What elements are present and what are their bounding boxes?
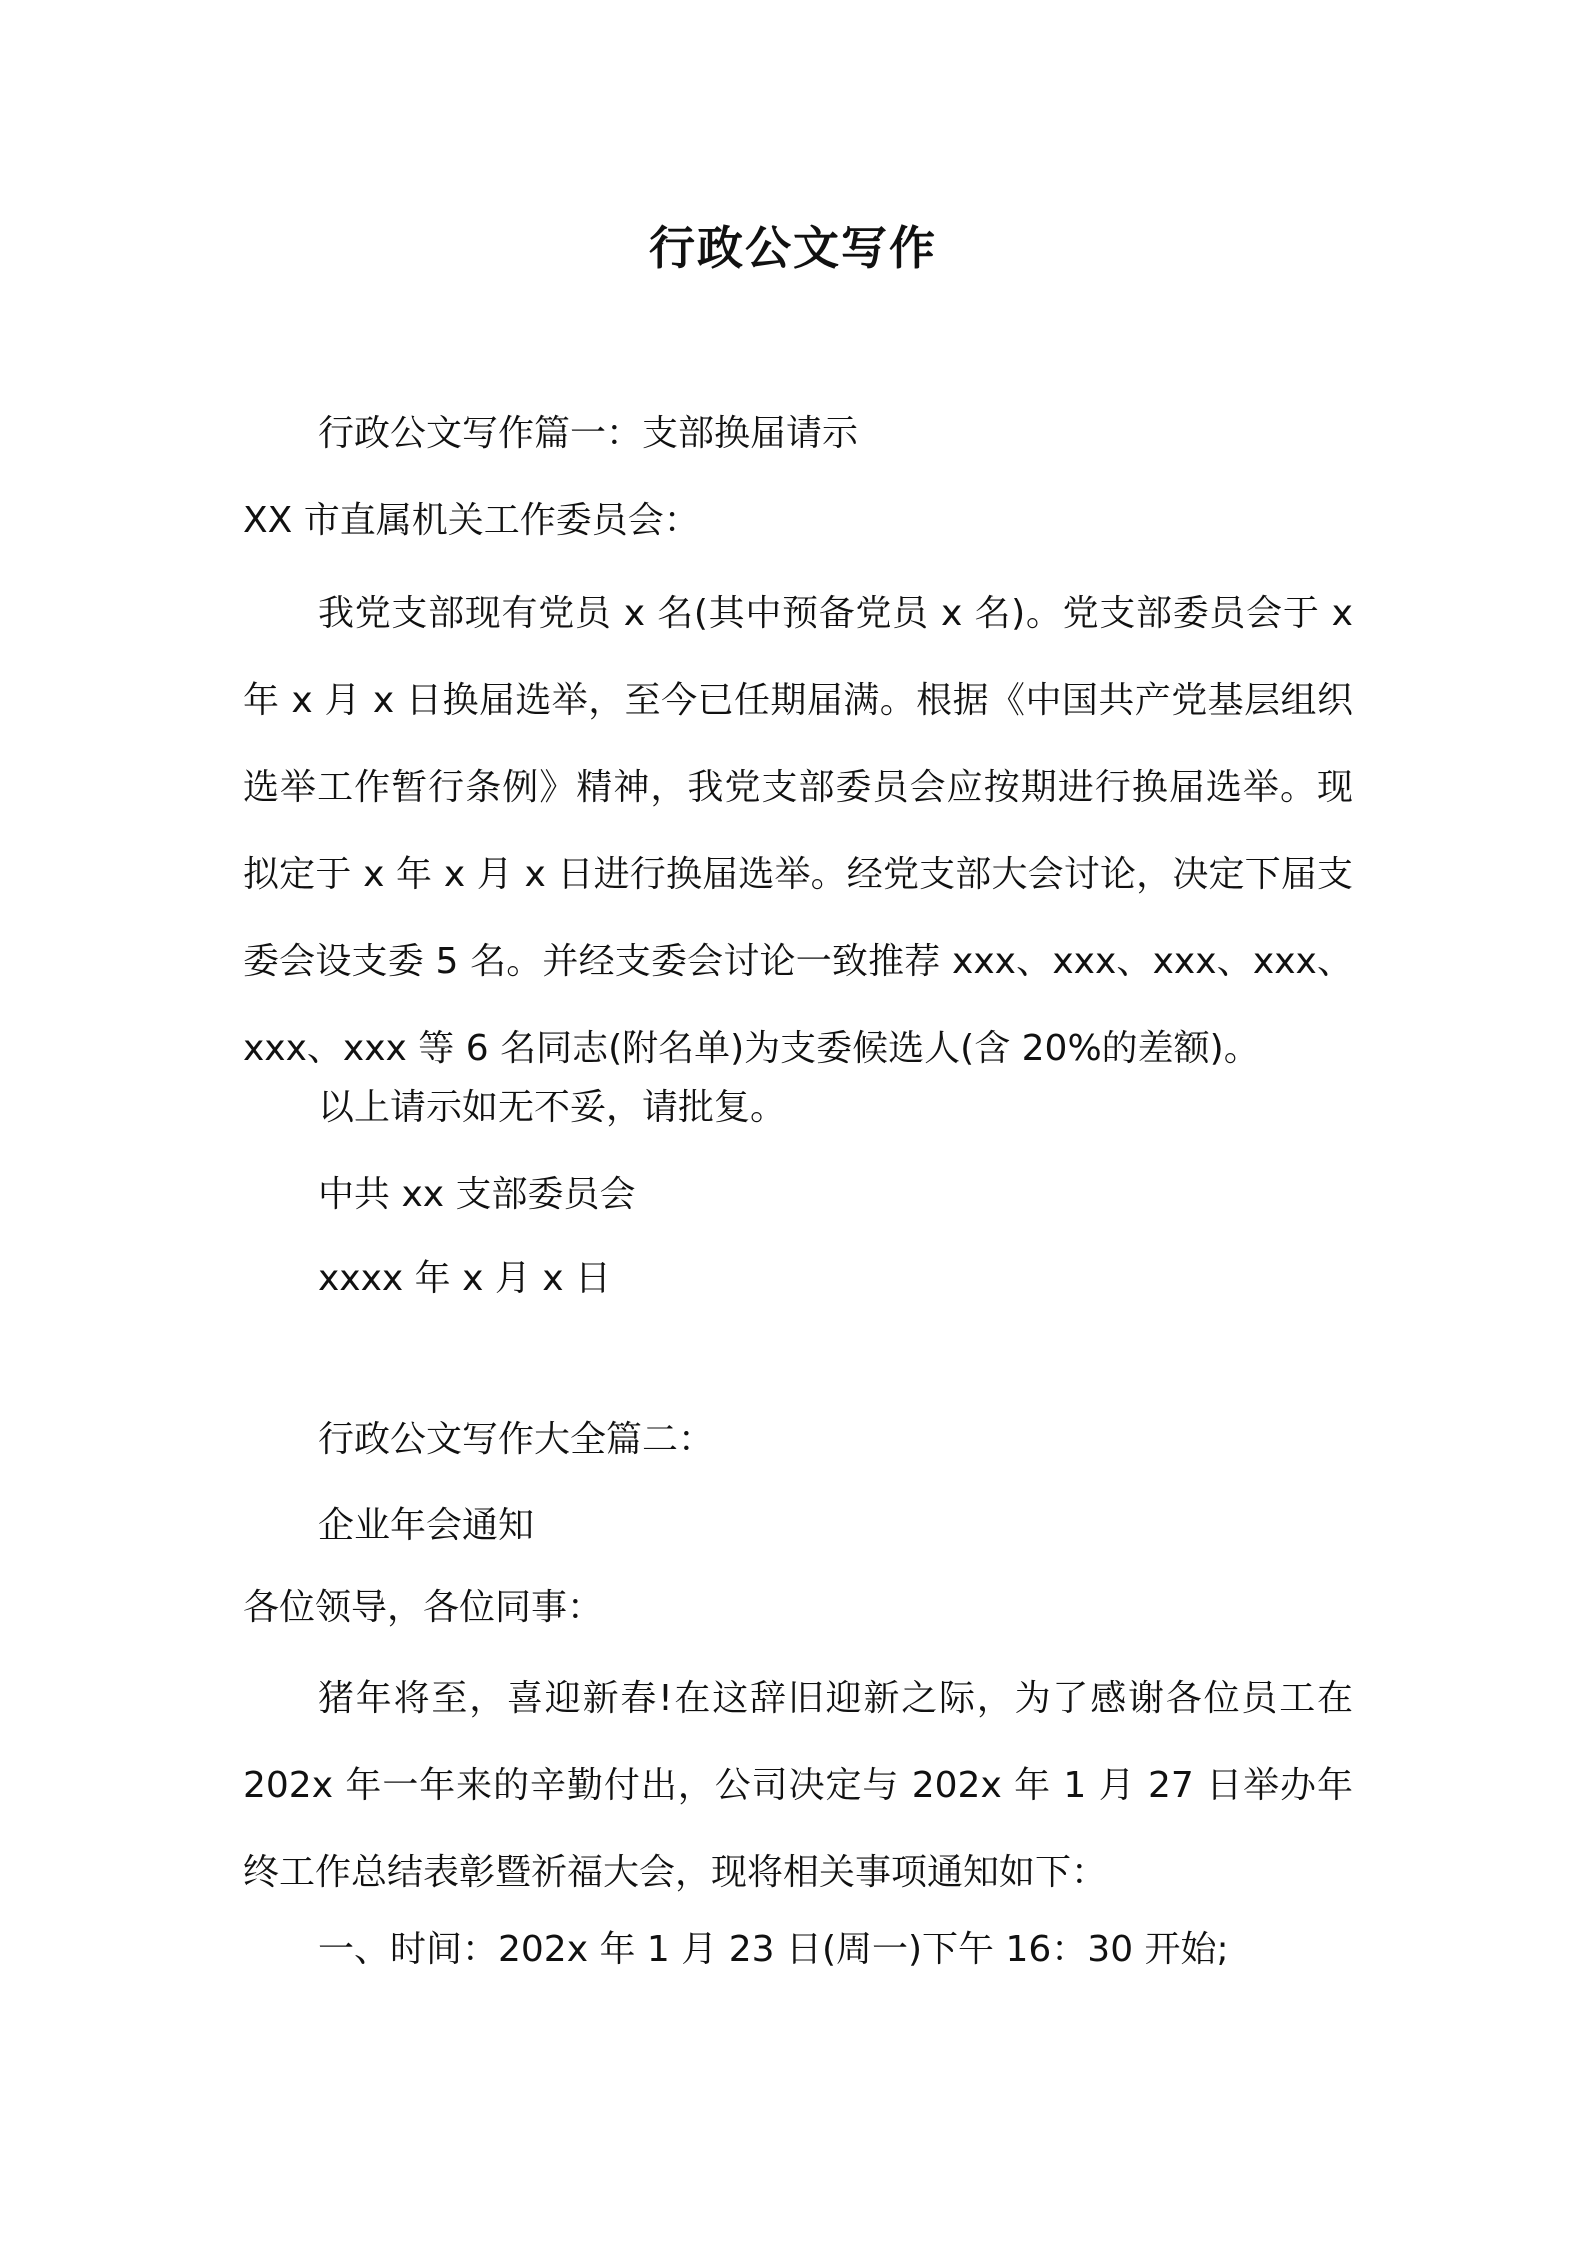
section2-heading: 行政公文写作大全篇二： <box>318 1419 715 1460</box>
section1-signature: 中共 xx 支部委员会 <box>318 1174 636 1215</box>
section1-date: xxxx 年 x 月 x 日 <box>318 1258 612 1299</box>
section2-body: 猪年将至，喜迎新春!在这辞旧迎新之际，为了感谢各位员工在 202x 年一年来的辛勤付出，公司决定与 202x 年 1 月 27 日举办年终工作总结表彰暨祈福大会，现将相关事项通知如下： <box>243 1678 1353 1893</box>
section2-subheading: 企业年会通知 <box>318 1505 535 1546</box>
section1-body: 我党支部现有党员 x 名(其中预备党员 x 名)。党支部委员会于 x 年 x 月 x 日换届选举，至今已任期届满。根据《中国共产党基层组织选举工作暂行条例》精神，我党支部委员会应按期进行换届选举。现拟定于 x 年 x 月 x 日进行换届选举。经党支部大会讨论，决定下届支委会设支委 5 名。并经支委会讨论一致推荐 xxx、xxx、xxx、xxx、xxx、xxx 等 6 名同志(附名单)为支委候选人(含 20%的差额)。 <box>243 593 1353 1069</box>
section1-recipient: XX 市直属机关工作委员会： <box>243 500 700 541</box>
section1-closing: 以上请示如无不妥，请批复。 <box>318 1087 787 1128</box>
section1-heading: 行政公文写作篇一：支部换届请示 <box>318 413 859 454</box>
section2-item1: 一、时间：202x 年 1 月 23 日(周一)下午 16：30 开始; <box>318 1929 1229 1970</box>
document-title: 行政公文写作 <box>649 221 937 275</box>
section2-recipient: 各位领导，各位同事： <box>243 1587 604 1628</box>
